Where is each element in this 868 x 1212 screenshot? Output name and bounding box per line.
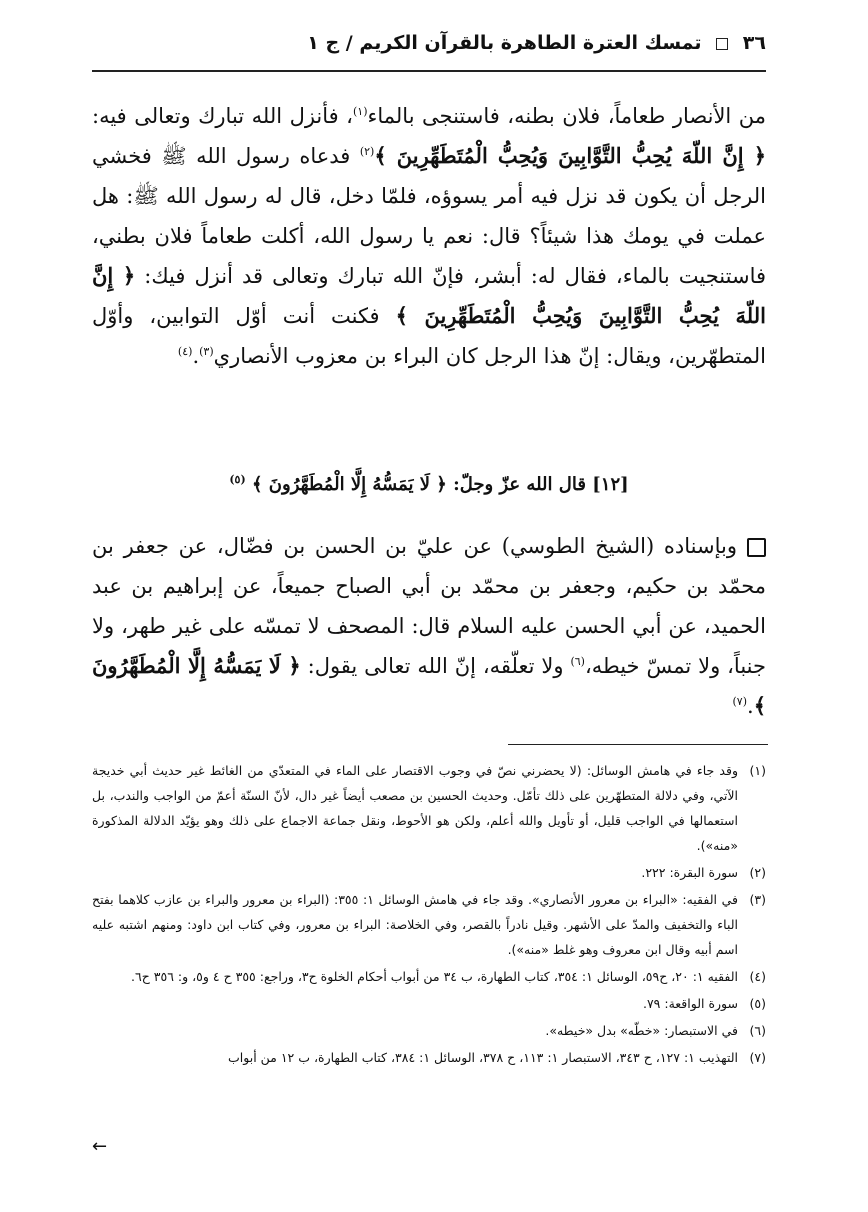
footnote-ref[interactable]: (٣) bbox=[199, 345, 214, 358]
text: . bbox=[192, 344, 200, 368]
header-text bbox=[307, 32, 766, 54]
footnote-number: (٣) bbox=[749, 892, 766, 907]
footnote-ref[interactable]: (٦) bbox=[570, 655, 585, 668]
text: . bbox=[747, 694, 754, 718]
text: فدعاه رسول الله ﷺ فخشي الرجل أن يكون قد نزل فيه أمر يسوؤه، فلمّا دخل، قال له رسول الله ﷺ: هل عملت في يومك هذا شيئاً؟ قال: نعم يا رسول الله، أكلت طعاماً فلان بطني، فاستنجيت بالماء، فقال له: أبشر، فإنّ الله تبارك وتعالى قد أنزل فيك: bbox=[92, 144, 767, 288]
footnote-number: (٤) bbox=[749, 969, 766, 984]
text: وبإسناده (الشيخ الطوسي) عن عليّ بن الحسن بن فضّال، عن جعفر بن محمّد بن حكيم، وجعفر بن محمّد بن أبي الصباح جميعاً، عن إبراهيم بن عبد الحميد، عن أبي الحسن عليه السلام قال: المصحف لا تمسّه على غير طهر، ولا جنباً، ولا تمسّ خيطه، bbox=[92, 534, 766, 678]
footnote-text: في الفقيه: «البراء بن معرور الأنصاري». وقد جاء في هامش الوسائل ١: ٣٥٥: (البراء بن معرور والبراء بن عازب كلاهما بفتح الباء والتخفيف والمدّ على الأشهر. وقيل نادراً بالقصر، وفي الخلاصة: البراء بن معرور، وفي كتاب ابن داود: ومنهم اشتبه عليه اسم أبيه وقال ابن معروف وهو غلط «منه»). bbox=[92, 892, 739, 957]
footnote-number: (٦) bbox=[749, 1023, 766, 1038]
footnote-ref[interactable]: (٧) bbox=[732, 695, 747, 708]
footnote-text: التهذيب ١: ١٢٧، ح ٣٤٣، الاستبصار ١: ١١٣، ح ٣٧٨، الوسائل ١: ٣٨٤، كتاب الطهارة، ب ١٢ من أبواب bbox=[228, 1050, 738, 1065]
text: ، فأنزل الله تبارك وتعالى فيه: bbox=[92, 104, 353, 128]
footnote-item bbox=[92, 991, 766, 1016]
footnote-ref[interactable]: (١) bbox=[352, 105, 368, 118]
footnote-number: (١) bbox=[749, 763, 766, 778]
footnote-item bbox=[92, 758, 766, 858]
footnote-number: (٢) bbox=[749, 865, 766, 880]
quran-verse: ﴿ لَا يَمَسُّهُ إِلَّا الْمُطَهَّرُونَ ﴾ bbox=[251, 474, 447, 495]
footnote-item bbox=[92, 1018, 766, 1043]
footnote-ref[interactable]: (٤) bbox=[177, 345, 193, 358]
footnote-item bbox=[92, 860, 766, 885]
quran-verse: ﴿ إِنَّ اللّهَ يُحِبُّ التَّوَّابِينَ وَيُحِبُّ الْمُتَطَهِّرِينَ ﴾ bbox=[92, 263, 766, 328]
section-number: [١٢] bbox=[592, 474, 629, 495]
footnote-text: سورة البقرة: ٢٢٢. bbox=[641, 865, 738, 880]
continue-arrow-icon: ← bbox=[92, 1136, 108, 1157]
footnote-ref[interactable]: (٢) bbox=[359, 145, 375, 158]
text: فكنت أنت أوّل التوابين، وأوّل المتطهّرين، ويقال: إنّ هذا الرجل كان البراء بن معزوب الأنصاري bbox=[92, 304, 766, 368]
text: من الأنصار طعاماً، فلان بطنه، فاستنجى بالماء bbox=[367, 104, 766, 128]
footnote-item bbox=[92, 964, 766, 989]
running-title: تمسك العترة الطاهرة بالقرآن الكريم / ج ١ bbox=[307, 32, 702, 54]
hadith-paragraph bbox=[92, 526, 766, 726]
footnote-text: في الاستبصار: «خطّه» بدل «خيطه». bbox=[545, 1023, 738, 1038]
section-heading bbox=[92, 474, 766, 495]
footnote-text: الفقيه ١: ٢٠، ح٥٩، الوسائل ١: ٣٥٤، كتاب الطهارة، ب ٣٤ من أبواب أحكام الخلوة ح٣، وراجع: ٣٥٥ ح ٤ و٥، و: ٣٥٦ ح٦. bbox=[131, 969, 738, 984]
section-intro: قال الله عزّ وجلّ: bbox=[446, 474, 586, 495]
footnote-divider bbox=[508, 744, 768, 745]
quran-verse: ﴿ إِنَّ اللّهَ يُحِبُّ التَّوَّابِينَ وَيُحِبُّ الْمُتَطَهِّرِينَ ﴾ bbox=[374, 143, 767, 168]
footnote-ref[interactable]: (٥) bbox=[229, 473, 246, 486]
main-paragraph bbox=[92, 96, 766, 376]
page-number: ٣٦ bbox=[742, 32, 766, 54]
square-bullet-icon bbox=[747, 538, 766, 557]
footnote-number: (٧) bbox=[749, 1050, 766, 1065]
footnote-text: سورة الواقعة: ٧٩. bbox=[642, 996, 738, 1011]
quran-verse: ﴿ لَا يَمَسُّهُ إِلَّا الْمُطَهَّرُونَ ﴾ bbox=[92, 653, 766, 718]
footnotes bbox=[92, 758, 766, 1072]
footnote-text: وقد جاء في هامش الوسائل: (لا يحضرني نصّ في وجوب الاقتصار على الماء في المتعدّي من الغائط غير حديث أبي خديجة الآتي، وفي دلالة المتطهّرين على ذلك تأمّل. وحديث الحسين بن مصعب أيضاً غير دال، لأنّ السنّة أعمّ من الواجب والندب، بل استعمالها في الواجب قليل، أو تأويل والله أعلم، ولكن هو الأحوط، ونقل جماعة الاجماع على ذلك وهو يؤيّد الدلالة المذكورة «منه»). bbox=[92, 763, 738, 853]
footnote-number: (٥) bbox=[749, 996, 766, 1011]
footnote-item bbox=[92, 1045, 766, 1070]
page-header bbox=[92, 30, 766, 72]
square-bullet-icon bbox=[716, 38, 728, 50]
text: ولا تعلّقه، إنّ الله تعالى يقول: bbox=[300, 654, 571, 678]
footnote-item bbox=[92, 887, 766, 962]
